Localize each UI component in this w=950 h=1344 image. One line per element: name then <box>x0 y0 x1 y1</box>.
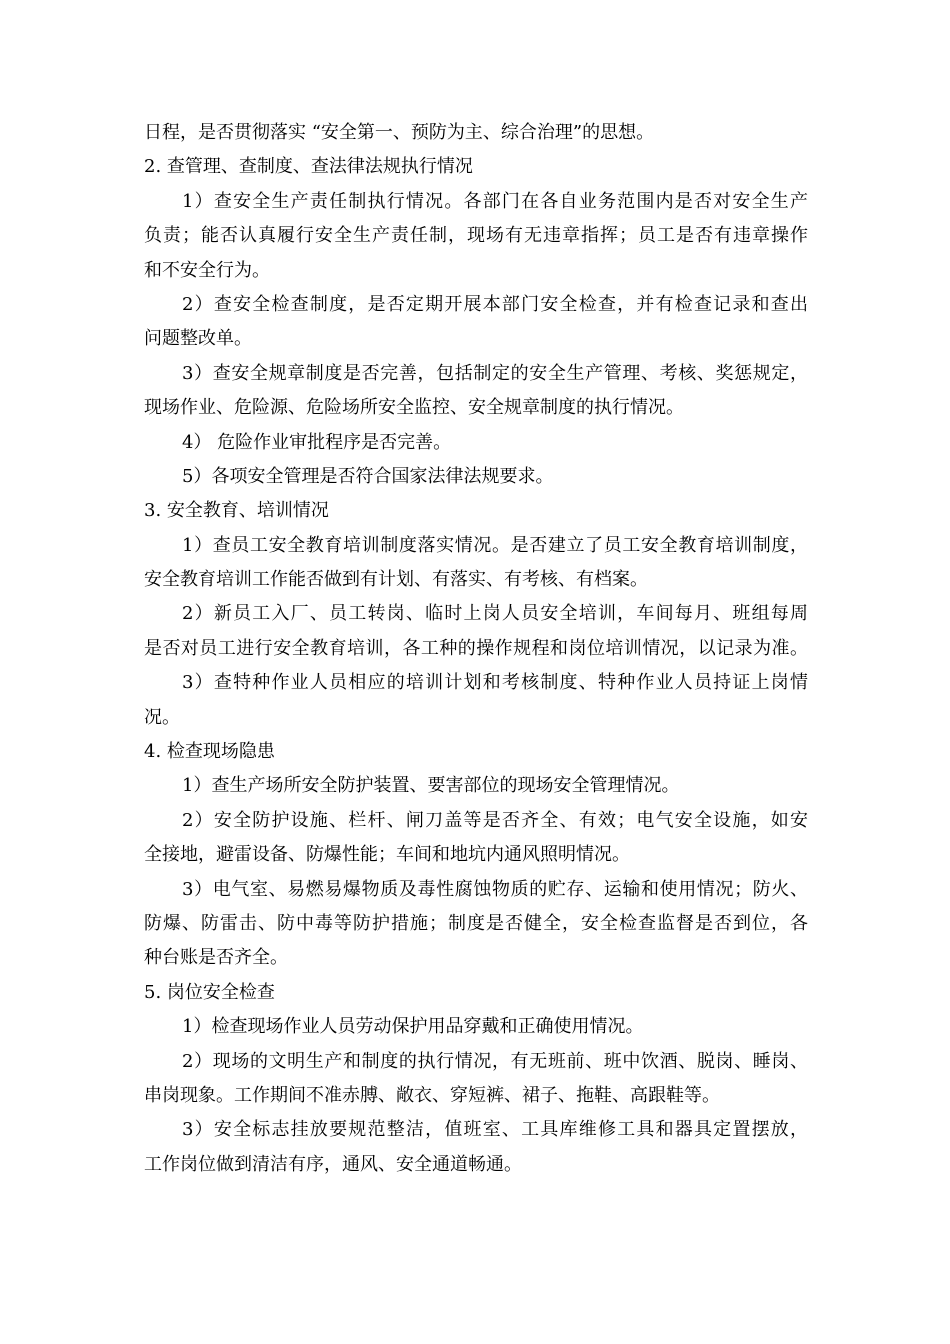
text-line: 3）安全标志挂放要规范整洁，值班室、工具库维修工具和器具定置摆放， <box>182 1119 808 1141</box>
text-line: 3）查安全规章制度是否完善，包括制定的安全生产管理、考核、奖惩规定， <box>182 362 808 384</box>
text-line: 全接地，避雷设备、防爆性能；车间和地坑内通风照明情况。 <box>144 844 630 866</box>
text-line: 1）查员工安全教育培训制度落实情况。是否建立了员工安全教育培训制度， <box>182 534 808 556</box>
text-line: 防爆、防雷击、防中毒等防护措施；制度是否健全，安全检查监督是否到位，各 <box>144 912 808 934</box>
text-line: 2）新员工入厂、员工转岗、临时上岗人员安全培训，车间每月、班组每周 <box>182 603 808 625</box>
text-line: 2）现场的文明生产和制度的执行情况，有无班前、班中饮酒、脱岗、睡岗、 <box>182 1050 808 1072</box>
text-line: 4） 危险作业审批程序是否完善。 <box>182 431 452 453</box>
text-line: 3）查特种作业人员相应的培训计划和考核制度、特种作业人员持证上岗情 <box>182 672 808 694</box>
text-line: 2. 查管理、查制度、查法律法规执行情况 <box>144 156 473 178</box>
text-line: 3）电气室、易燃易爆物质及毒性腐蚀物质的贮存、运输和使用情况；防火、 <box>182 878 808 900</box>
text-line: 况。 <box>144 706 180 728</box>
text-line: 负责；能否认真履行安全生产责任制，现场有无违章指挥；员工是否有违章操作 <box>144 225 808 247</box>
document-page <box>144 116 808 1182</box>
text-line: 工作岗位做到清洁有序，通风、安全通道畅通。 <box>144 1153 522 1175</box>
text-line: 种台账是否齐全。 <box>144 947 288 969</box>
text-line: 是否对员工进行安全教育培训，各工种的操作规程和岗位培训情况，以记录为准。 <box>144 637 808 659</box>
text-line: 3. 安全教育、培训情况 <box>144 500 329 522</box>
text-line: 1）查安全生产责任制执行情况。各部门在各自业务范围内是否对安全生产 <box>182 190 808 212</box>
text-line: 5. 岗位安全检查 <box>144 981 275 1003</box>
text-line: 和不安全行为。 <box>144 259 270 281</box>
text-line: 日程，是否贯彻落实 “安全第一、预防为主、综合治理”的思想。 <box>144 122 655 143</box>
text-line: 2）查安全检查制度，是否定期开展本部门安全检查，并有检查记录和查出 <box>182 293 808 315</box>
text-line: 串岗现象。工作期间不准赤膊、敞衣、穿短裤、裙子、拖鞋、高跟鞋等。 <box>144 1084 720 1106</box>
text-line: 1）检查现场作业人员劳动保护用品穿戴和正确使用情况。 <box>182 1016 644 1038</box>
text-line: 安全教育培训工作能否做到有计划、有落实、有考核、有档案。 <box>144 569 648 591</box>
text-line: 5）各项安全管理是否符合国家法律法规要求。 <box>182 465 554 487</box>
text-line: 现场作业、危险源、危险场所安全监控、安全规章制度的执行情况。 <box>144 397 684 419</box>
text-line: 2）安全防护设施、栏杆、闸刀盖等是否齐全、有效；电气安全设施，如安 <box>182 809 808 831</box>
text-line: 1）查生产场所安全防护装置、要害部位的现场安全管理情况。 <box>182 775 680 797</box>
text-line: 问题整改单。 <box>144 328 252 350</box>
text-line: 4. 检查现场隐患 <box>144 741 275 763</box>
